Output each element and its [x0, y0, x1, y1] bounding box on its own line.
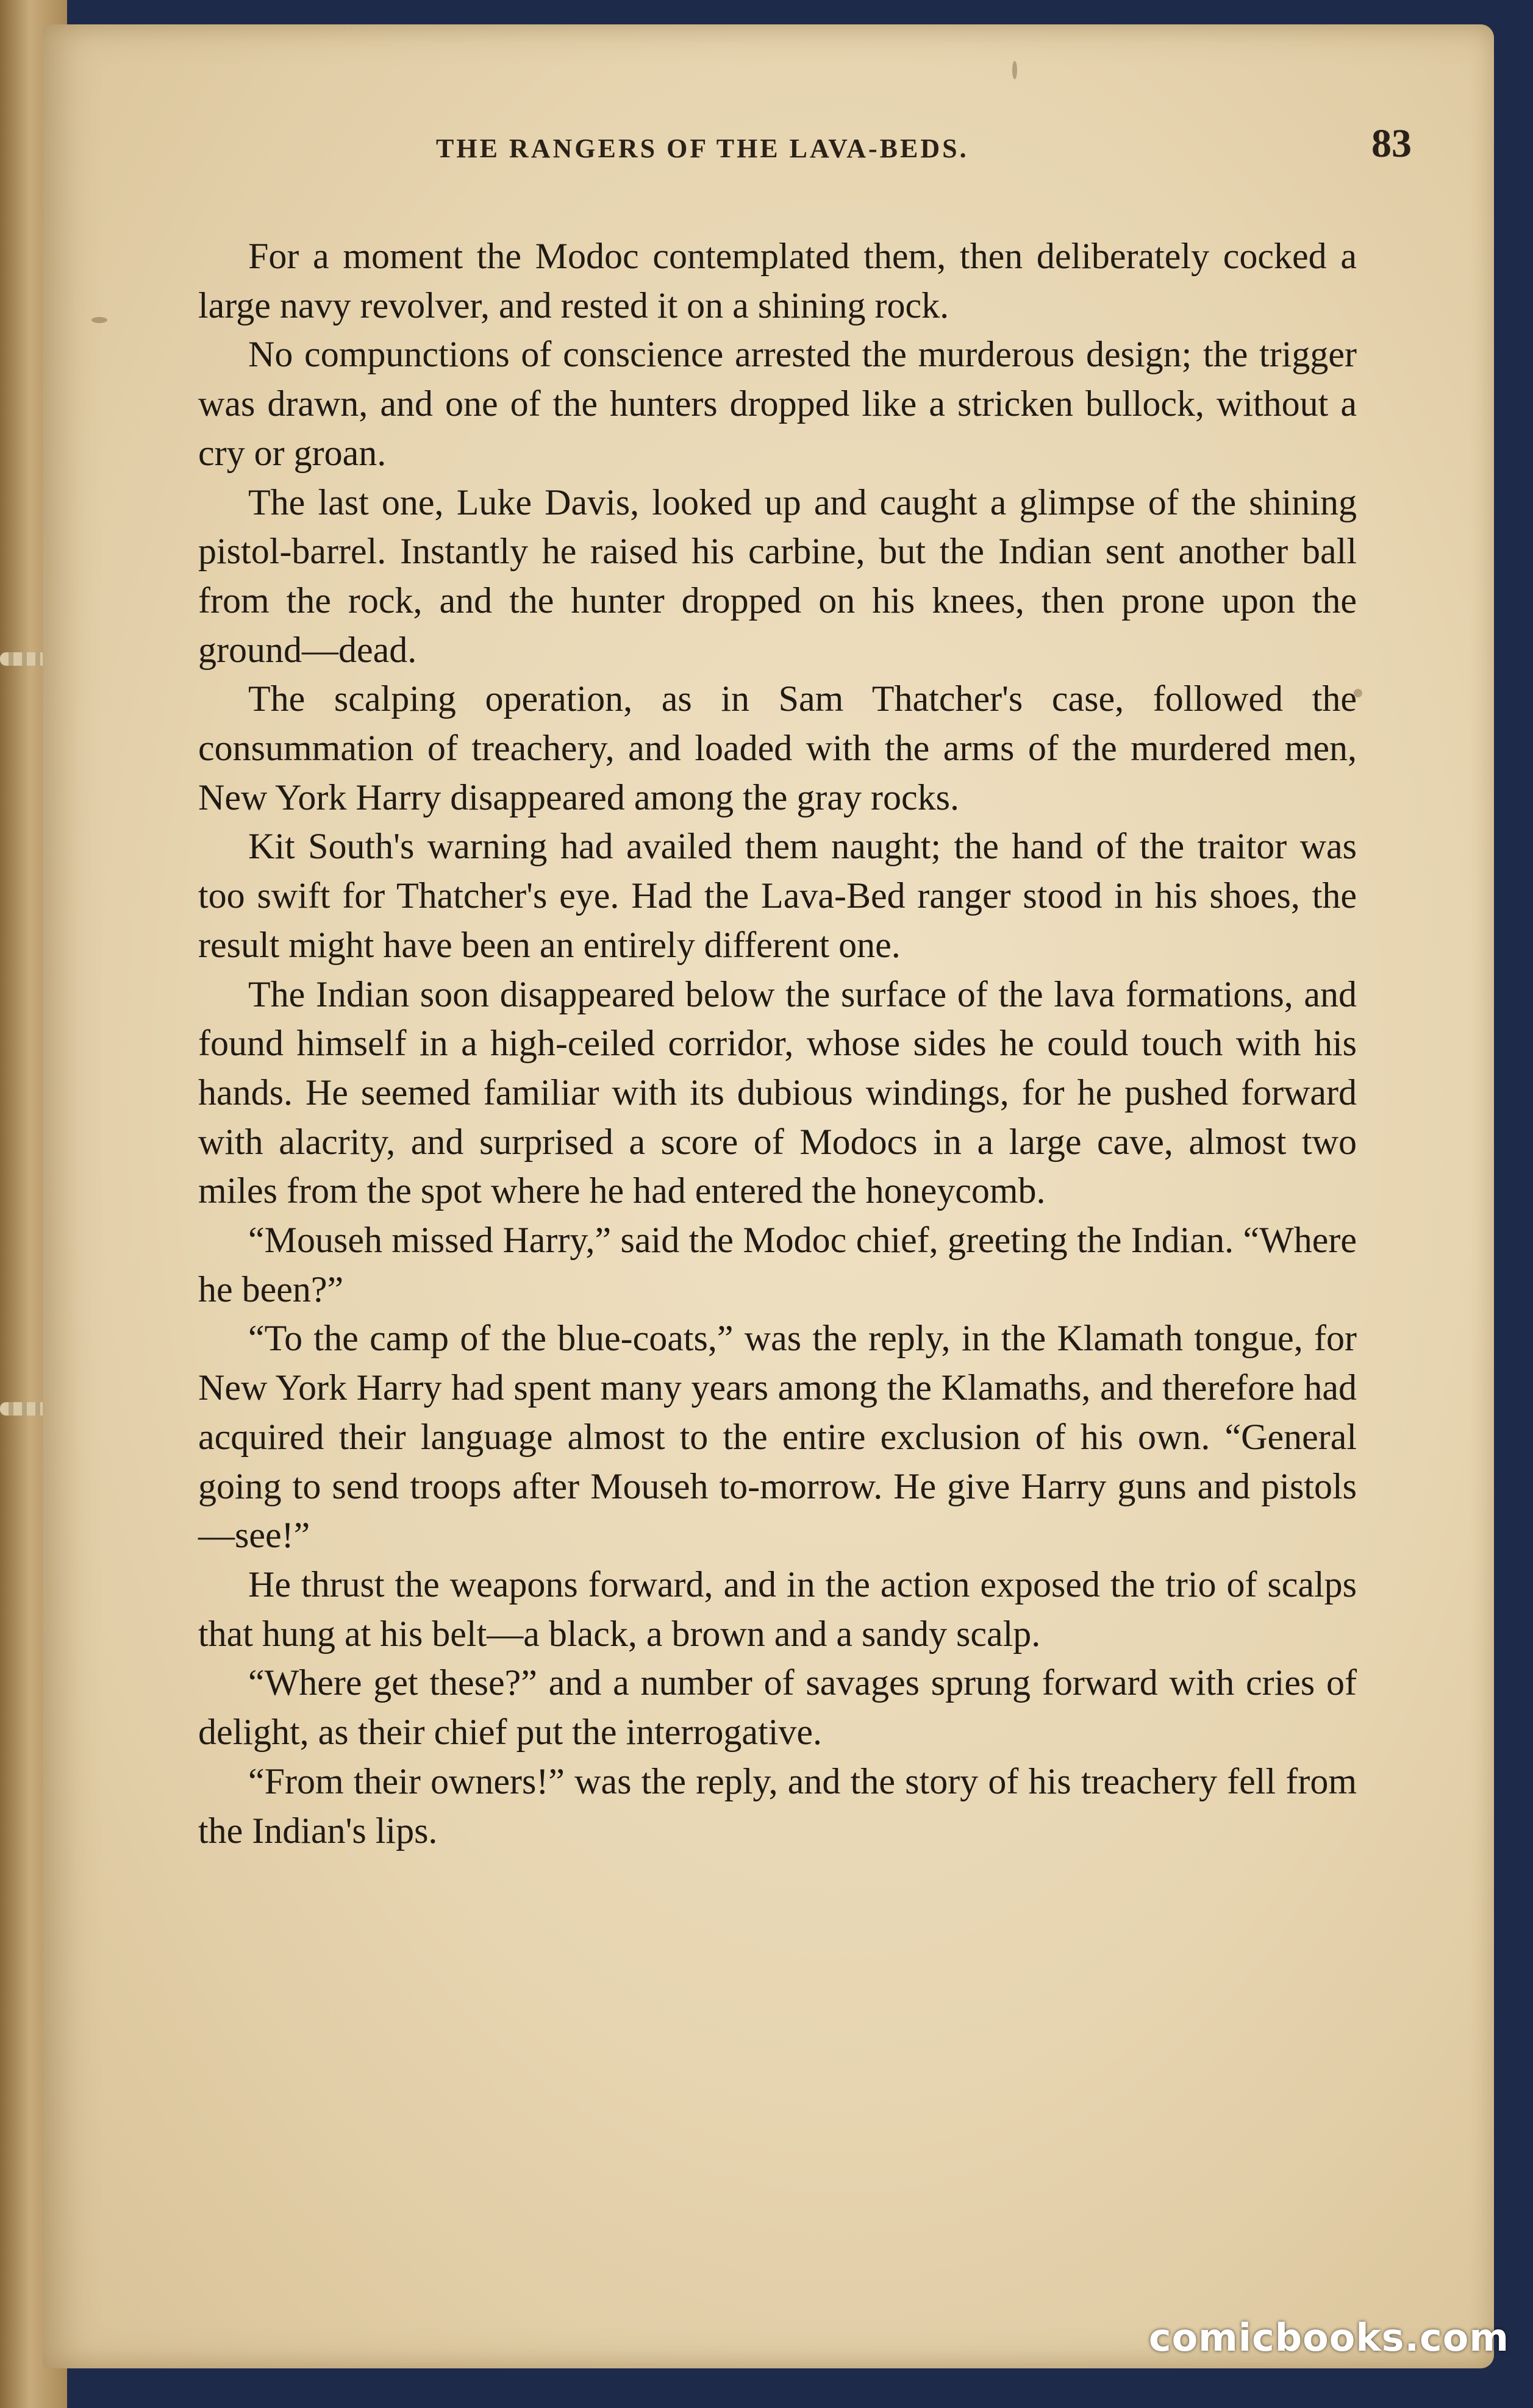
paragraph: The Indian soon disappeared below the surface of the lava formations, and found himself in a high-ceiled corridor, whose sides he could touch with his hands. He seemed familiar with its dubious windings, for he pushed forward with alacrity, and surprised a score of Modocs in a large cave, almost two miles from the spot where he had entered the honeycomb. [198, 974, 1357, 1211]
paper-speck [1012, 61, 1017, 79]
paragraph: “From their owners!” was the reply, and the story of his treachery fell from the Indian's lips. [198, 1761, 1357, 1851]
paragraph: The scalping operation, as in Sam Thatcher's case, followed the consummation of treachery, and loaded with the arms of the murdered men, New York Harry disappeared among the gray rocks. [198, 679, 1357, 818]
running-head [351, 121, 1412, 176]
paragraph: “To the camp of the blue-coats,” was the reply, in the Klamath tongue, for New York Harry had spent many years among the Klamaths, and therefore had acquired their language almost to the entire exclusion of his own. “General going to send troops after Mouseh to-morrow. He give Harry guns and pistols—see!” [198, 1318, 1357, 1556]
paragraph: For a moment the Modoc contemplated them, then deliberately cocked a large navy revolver, and rested it on a shining rock. [198, 236, 1357, 326]
paragraph: He thrust the weapons forward, and in the action exposed the trio of scalps that hung at his belt—a black, a brown and a sandy scalp. [198, 1564, 1357, 1654]
watermark: comicbooks.com [1148, 2315, 1509, 2360]
paragraph: Kit South's warning had availed them naught; the hand of the traitor was too swift for Thatcher's eye. Had the Lava-Bed ranger stood in his shoes, the result might have been an entirely different one. [198, 826, 1357, 965]
paragraph: “Where get these?” and a number of savages sprung forward with cries of delight, as their chief put the interrogative. [198, 1662, 1357, 1753]
paper-speck [91, 317, 107, 323]
paragraph: The last one, Luke Davis, looked up and caught a glimpse of the shining pistol-barrel. Instantly he raised his carbine, but the Indian sent another ball from the rock, and the hunter dropped on his knees, then prone upon the ground—dead. [198, 482, 1357, 670]
running-title: THE RANGERS OF THE LAVA-BEDS. [436, 134, 969, 163]
page-number: 83 [1371, 121, 1412, 166]
paragraph: No compunctions of conscience arrested the murderous design; the trigger was drawn, and one of the hunters dropped like a stricken bullock, without a cry or groan. [198, 334, 1357, 473]
body-text [198, 232, 1357, 1855]
paragraph: “Mouseh missed Harry,” said the Modoc chief, greeting the Indian. “Where he been?” [198, 1220, 1357, 1309]
